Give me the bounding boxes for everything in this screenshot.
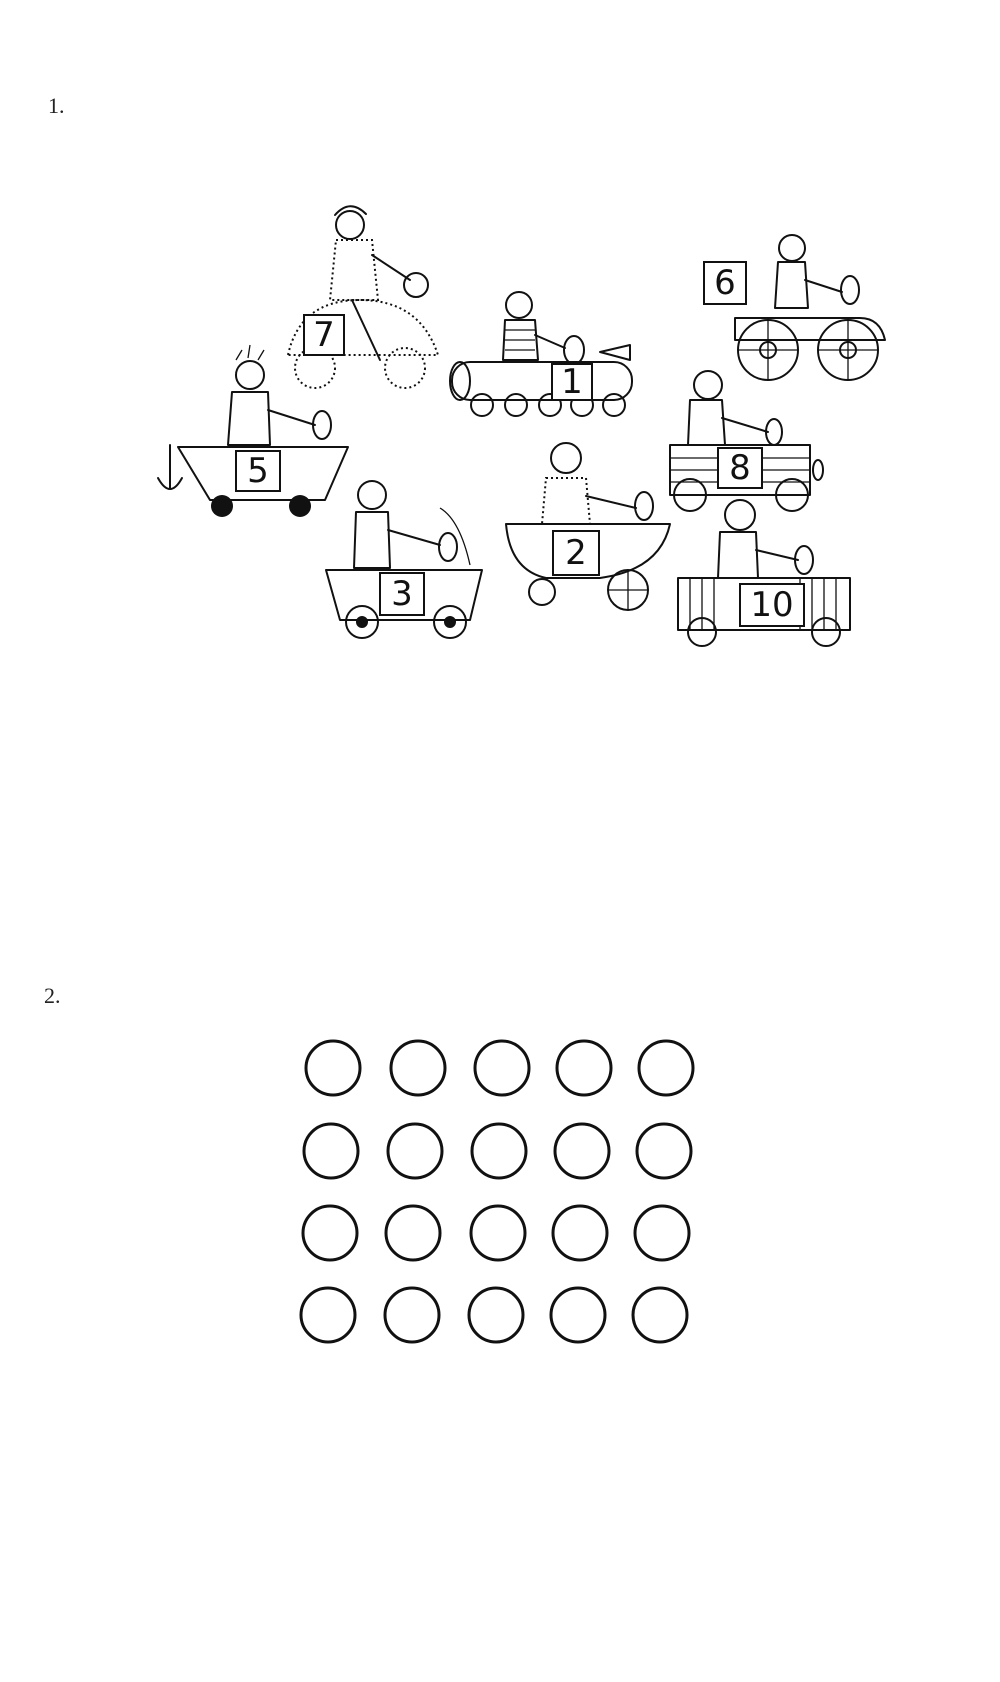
grid-circle [469,1288,523,1342]
car-7-illustration [288,206,438,388]
grid-circle [306,1041,360,1095]
section-2-number: 2. [44,983,61,1008]
plate-10-text: 10 [750,585,794,625]
plate-6-text: 6 [714,263,736,303]
grid-circle [301,1288,355,1342]
grid-circle [303,1206,357,1260]
car-5-illustration [158,345,348,517]
section-1-number: 1. [48,93,65,118]
grid-circle [472,1124,526,1178]
car-2-illustration [506,443,670,610]
grid-circle [555,1124,609,1178]
plate-5-text: 5 [247,451,269,491]
grid-circle [553,1206,607,1260]
plate-1-text: 1 [561,362,583,402]
car-3-illustration [326,481,482,638]
grid-circle [386,1206,440,1260]
grid-circle [557,1041,611,1095]
grid-circle [304,1124,358,1178]
grid-circle [388,1124,442,1178]
car-8-illustration [670,371,823,511]
car-6-illustration [704,235,885,380]
grid-circle [633,1288,687,1342]
grid-circle [385,1288,439,1342]
plate-3-text: 3 [391,574,413,614]
plate-7-text: 7 [313,315,335,355]
circle-grid [301,1041,693,1342]
grid-circle [551,1288,605,1342]
car-10-illustration [678,500,850,646]
grid-circle [391,1041,445,1095]
grid-circle [637,1124,691,1178]
grid-circle [635,1206,689,1260]
grid-circle [471,1206,525,1260]
grid-circle [475,1041,529,1095]
plate-2-text: 2 [565,533,587,573]
plate-8-text: 8 [729,448,751,488]
car-1-illustration [450,292,632,416]
grid-circle [639,1041,693,1095]
